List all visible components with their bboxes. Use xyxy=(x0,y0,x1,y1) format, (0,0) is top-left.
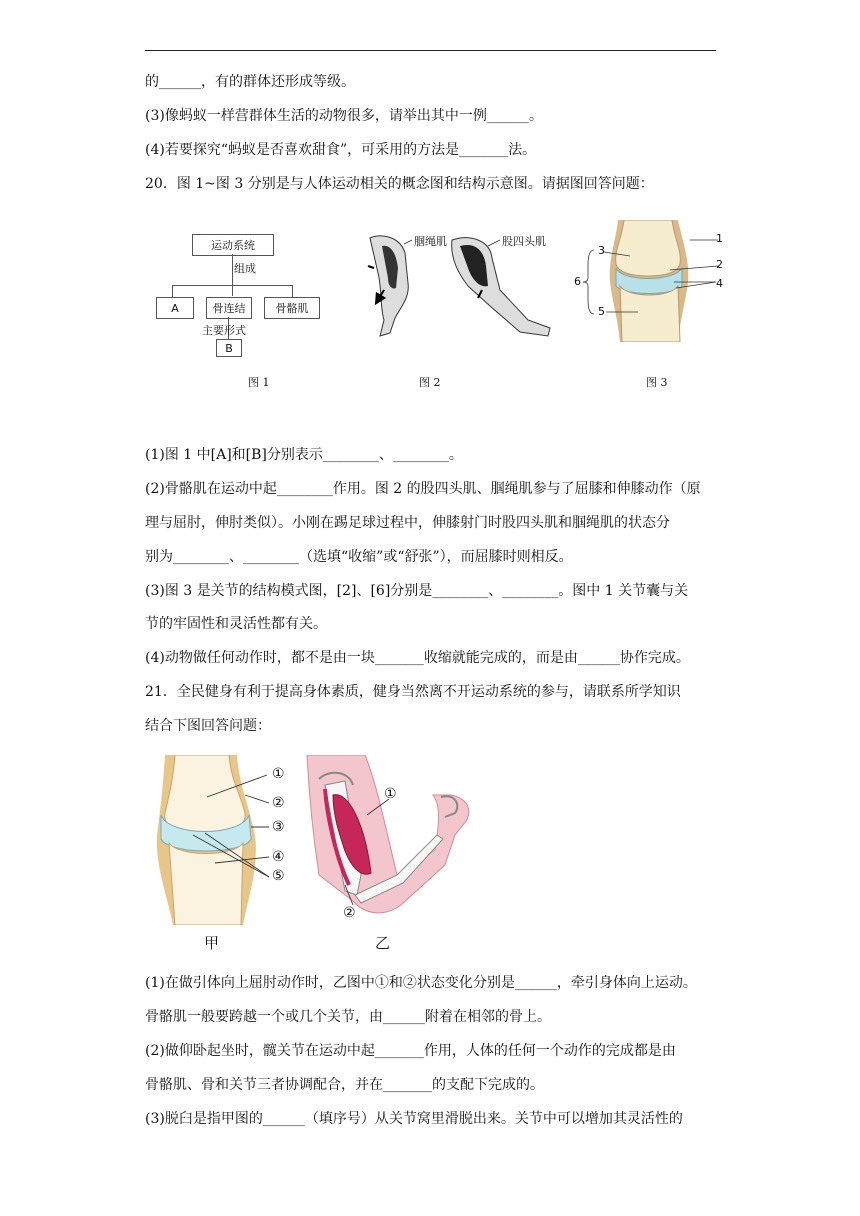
q21-part1-line2: 骨骼肌一般要跨越一个或几个关节，由______附着在相邻的骨上。 xyxy=(145,1009,551,1025)
concept-label-main-form: 主要形式 xyxy=(202,324,246,337)
concept-box-joint-connection: 骨连结 xyxy=(206,297,252,319)
concept-box-motor-system: 运动系统 xyxy=(192,234,274,256)
figure-jia-label-4: ④ xyxy=(272,849,285,865)
figure-2-caption: 图 2 xyxy=(419,376,441,389)
figure-jia-label-5: ⑤ xyxy=(272,868,285,884)
figure-yi-arm-diagram xyxy=(305,755,480,925)
figure-3-caption: 图 3 xyxy=(646,376,668,389)
figure-yi-caption: 乙 xyxy=(375,934,391,952)
q21-part1-line1: (1)在做引体向上屈肘动作时，乙图中①和②状态变化分别是______，牵引身体向上运动。 xyxy=(145,975,697,991)
figure-3-label-1: 1 xyxy=(716,232,723,245)
question-20-stem: 20．图 1~图 3 分别是与人体运动相关的概念图和结构示意图。请据图回答问题： xyxy=(145,176,654,192)
q20-part4: (4)动物做任何动作时，都不是由一块_______收缩就能完成的，而是由______协作完成。 xyxy=(145,650,690,666)
text-line: 的______，有的群体还形成等级。 xyxy=(145,74,355,90)
concept-box-skeletal-muscle: 骨骼肌 xyxy=(264,297,320,319)
text-line: (3)像蚂蚁一样营群体生活的动物很多，请举出其中一例______。 xyxy=(145,108,543,124)
header-rule xyxy=(145,50,716,51)
figure-2-label-quadriceps: 股四头肌 xyxy=(502,235,546,248)
q20-part3-line1: (3)图 3 是关节的结构模式图，[2]、[6]分别是________、________。图中 1 关节囊与关 xyxy=(145,583,689,599)
q20-part3-line2: 节的牢固性和灵活性都有关。 xyxy=(145,616,327,632)
q20-part2-line2: 理与屈肘，伸肘类似）。小刚在踢足球过程中，伸膝射门时股四头肌和腘绳肌的状态分 xyxy=(145,515,670,531)
figure-yi-label-1: ① xyxy=(384,786,397,802)
figure-3-label-3: 3 xyxy=(598,244,605,257)
figure-3-label-6: 6 xyxy=(574,275,581,288)
figure-3-label-2: 2 xyxy=(716,258,723,271)
figure-jia-label-2: ② xyxy=(272,795,285,811)
figure-3-label-4: 4 xyxy=(716,277,723,290)
figure-jia-label-3: ③ xyxy=(272,819,285,835)
question-21-stem-line2: 结合下图回答问题： xyxy=(145,718,271,734)
q21-part2-line2: 骨骼肌、骨和关节三者协调配合，并在_______的支配下完成的。 xyxy=(145,1077,544,1093)
concept-box-a: A xyxy=(156,297,194,319)
concept-label-composition: 组成 xyxy=(234,262,256,275)
q20-part2-line3: 别为________、________（选填“收缩”或“舒张”），而屈膝时则相反。 xyxy=(145,549,573,565)
figure-3-joint-diagram xyxy=(570,220,720,342)
figure-2-label-hamstring: 腘绳肌 xyxy=(414,235,447,248)
q20-part1: (1)图 1 中[A]和[B]分别表示________、________。 xyxy=(145,447,463,463)
text-line: (4)若要探究“蚂蚁是否喜欢甜食”，可采用的方法是_______法。 xyxy=(145,142,537,158)
q21-part2-line1: (2)做仰卧起坐时，髋关节在运动中起_______作用，人体的任何一个动作的完成都是由 xyxy=(145,1043,676,1059)
concept-box-b: B xyxy=(216,339,242,357)
figure-3-label-5: 5 xyxy=(598,305,605,318)
figure-jia-label-1: ① xyxy=(272,766,285,782)
figure-jia-caption: 甲 xyxy=(204,934,220,952)
figure-yi-label-2: ② xyxy=(343,905,356,921)
q21-part3-line1: (3)脱臼是指甲图的______（填序号）从关节窝里滑脱出来。关节中可以增加其灵活性的 xyxy=(145,1111,683,1127)
figure-1-concept-map xyxy=(150,230,330,360)
figure-1-caption: 图 1 xyxy=(248,376,270,389)
q20-part2-line1: (2)骨骼肌在运动中起________作用。图 2 的股四头肌、腘绳肌参与了屈膝和伸膝动作（原 xyxy=(145,481,701,497)
question-21-stem-line1: 21．全民健身有利于提高身体素质，健身当然离不开运动系统的参与，请联系所学知识 xyxy=(145,684,681,700)
